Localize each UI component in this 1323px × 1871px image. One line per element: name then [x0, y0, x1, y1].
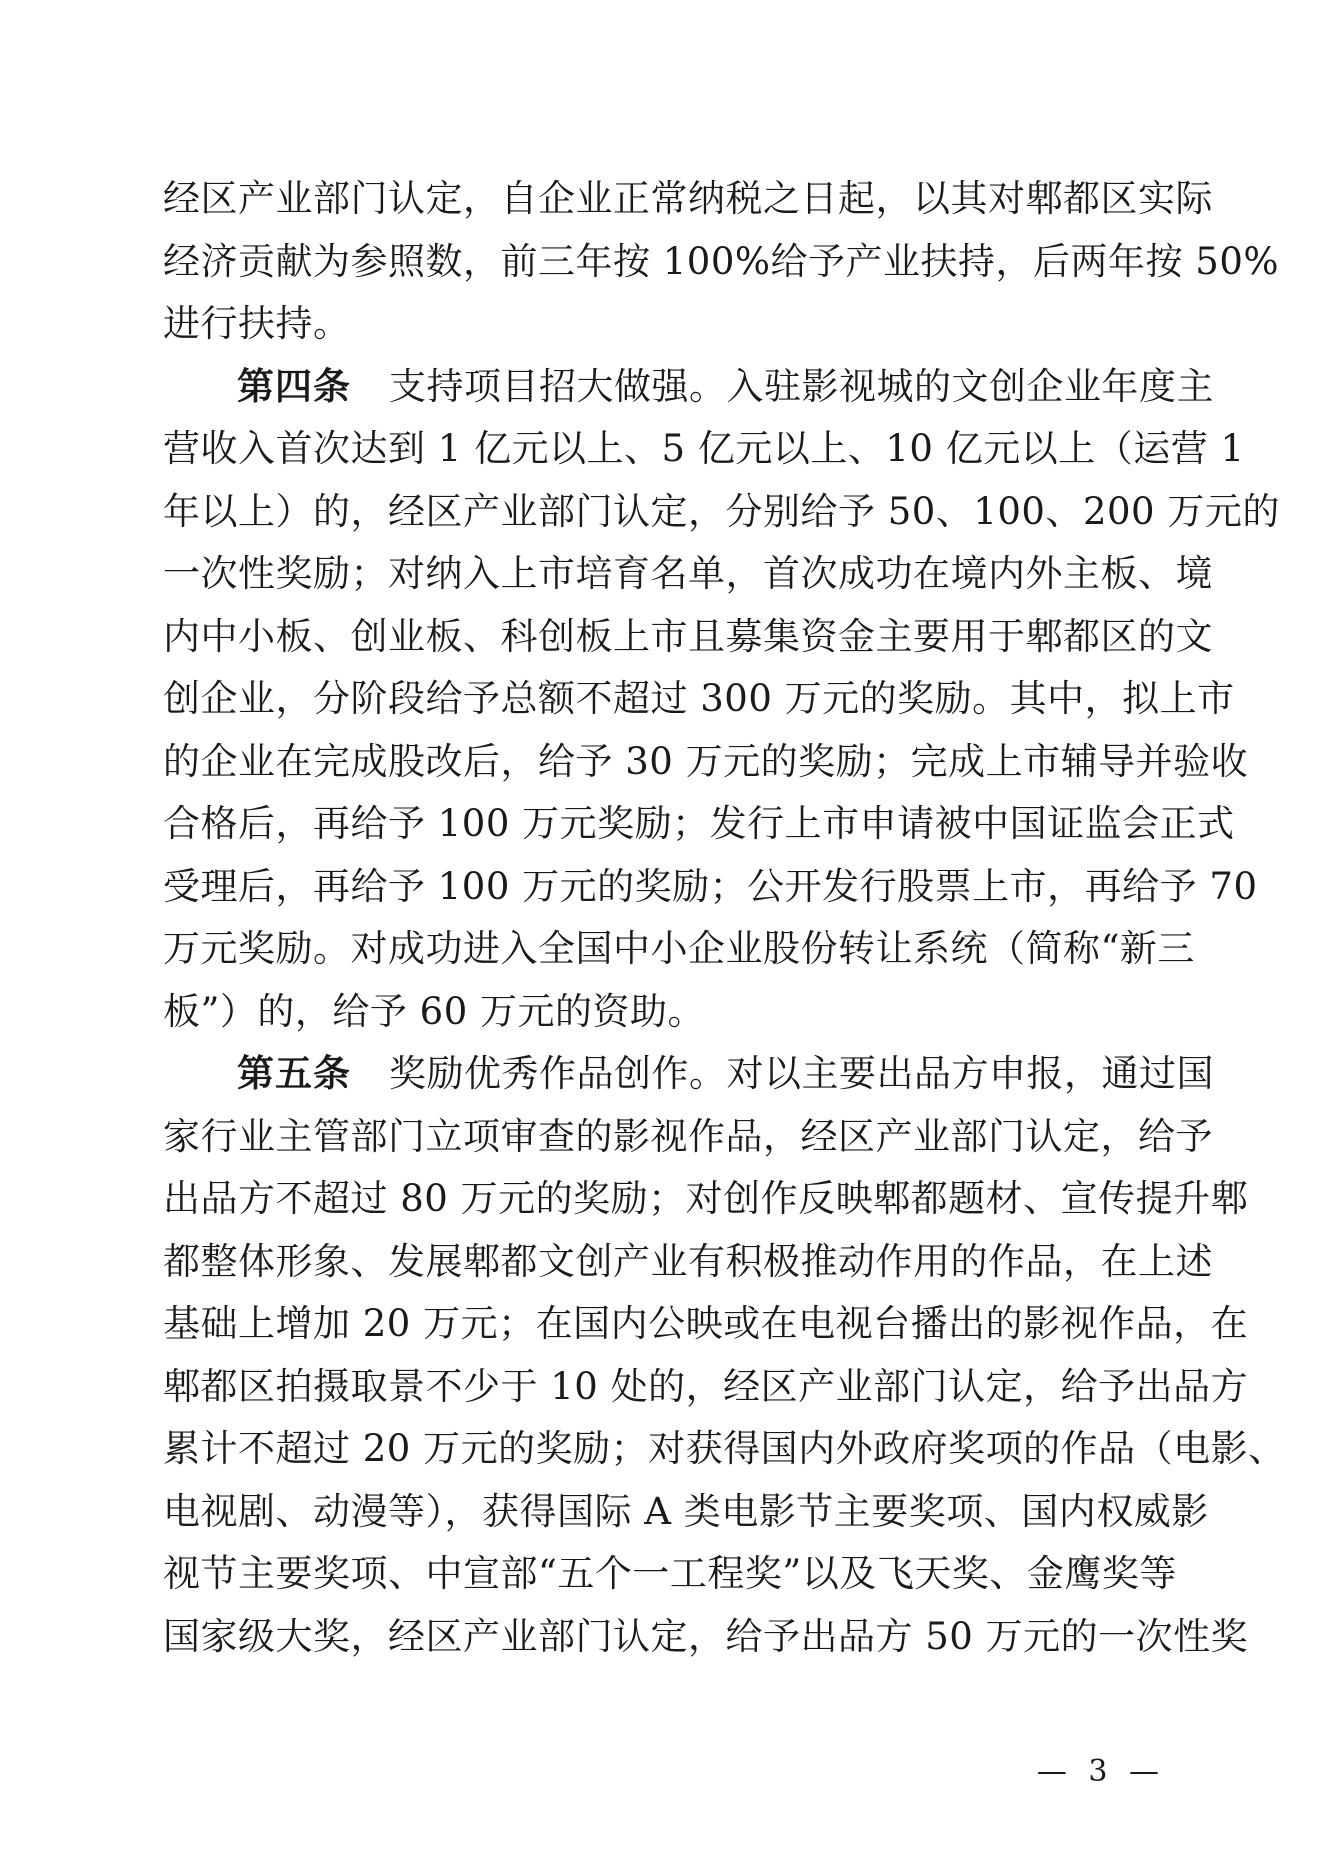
text-line: 郫都区拍摄取景不少于 10 处的，经区产业部门认定，给予出品方 [163, 1364, 1249, 1408]
text-line: 国家级大奖，经区产业部门认定，给予出品方 50 万元的一次性奖 [163, 1614, 1249, 1658]
article-first-line [163, 1043, 1214, 1106]
article-text: 奖励优秀作品创作。对以主要出品方申报，通过国 [389, 1052, 1214, 1095]
text-line: 都整体形象、发展郫都文创产业有积极推动作用的作品，在上述 [163, 1239, 1213, 1283]
article-text: 支持项目招大做强。入驻影视城的文创企业年度主 [389, 364, 1214, 408]
text-line: 累计不超过 20 万元的奖励；对获得国内外政府奖项的作品（电影、 [163, 1427, 1286, 1470]
text-line: 内中小板、创业板、科创板上市且募集资金主要用于郫都区的文 [163, 614, 1213, 658]
document-body [163, 168, 1286, 1668]
text-line: 电视剧、动漫等），获得国际 A 类电影节主要奖项、国内权威影 [163, 1489, 1209, 1533]
text-line: 万元奖励。对成功进入全国中小企业股份转让系统（简称“新三 [163, 927, 1195, 970]
paragraph-continuation [163, 168, 1280, 356]
text-line: 进行扶持。 [163, 302, 351, 345]
text-line: 合格后，再给予 100 万元奖励；发行上市申请被中国证监会正式 [163, 802, 1235, 845]
article-5 [163, 1043, 1286, 1668]
text-line: 家行业主管部门立项审查的影视作品，经区产业部门认定，给予 [163, 1114, 1213, 1158]
text-line: 经区产业部门认定，自企业正常纳税之日起，以其对郫都区实际 [163, 177, 1213, 220]
text-line: 年以上）的，经区产业部门认定，分别给予 50、100、200 万元的 [163, 489, 1280, 533]
text-line: 视节主要奖项、中宣部“五个一工程奖”以及飞天奖、金鹰奖等 [163, 1552, 1177, 1595]
article-heading: 第四条 [237, 364, 351, 408]
text-line: 一次性奖励；对纳入上市培育名单，首次成功在境内外主板、境 [163, 552, 1213, 595]
text-line: 受理后，再给予 100 万元的奖励；公开发行股票上市，再给予 70 [163, 864, 1258, 908]
page-number: — 3 — [1036, 1754, 1165, 1789]
text-line: 板”）的，给予 60 万元的资助。 [163, 989, 706, 1033]
text-line: 的企业在完成股改后，给予 30 万元的奖励；完成上市辅导并验收 [163, 739, 1249, 783]
article-4 [163, 356, 1280, 1044]
text-line: 基础上增加 20 万元；在国内公映或在电视台播出的影视作品，在 [163, 1302, 1249, 1345]
text-line: 营收入首次达到 1 亿元以上、5 亿元以上、10 亿元以上（运营 1 [163, 427, 1245, 470]
article-heading: 第五条 [237, 1052, 351, 1095]
article-first-line [163, 356, 1214, 419]
text-line: 出品方不超过 80 万元的奖励；对创作反映郫都题材、宣传提升郫 [163, 1177, 1249, 1220]
text-line: 创企业，分阶段给予总额不超过 300 万元的奖励。其中，拟上市 [163, 677, 1235, 720]
text-line: 经济贡献为参照数，前三年按 100%给予产业扶持，后两年按 50% [163, 239, 1280, 283]
